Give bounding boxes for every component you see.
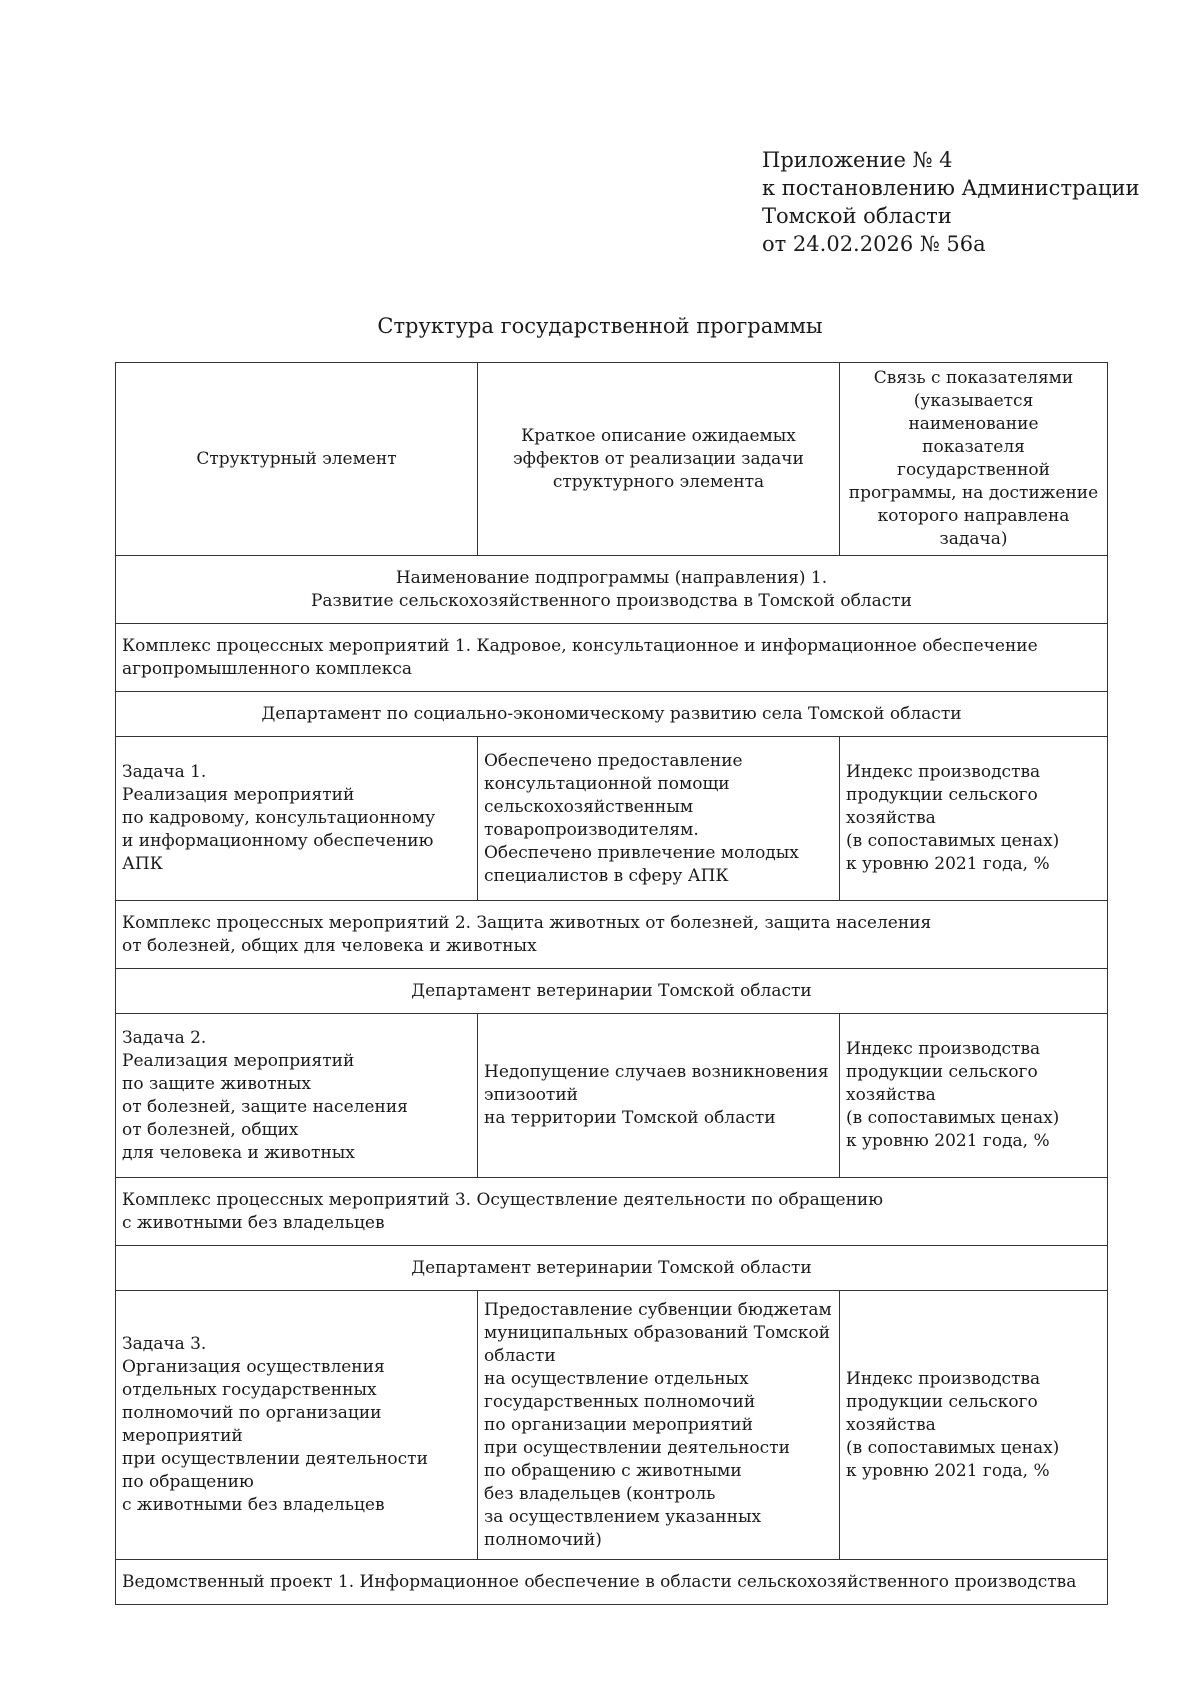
header-indicator-link: Связь с показателями (указывается наименование показателя государственной программы, на достижение которого направлена задача) <box>840 363 1108 556</box>
header-expected-effects: Краткое описание ожидаемых эффектов от реализации задачи структурного элемента <box>478 363 840 556</box>
task-2-indicator: Индекс производства продукции сельского хозяйства (в сопоставимых ценах) к уровню 2021 года, % <box>840 1014 1108 1178</box>
appendix-line: к постановлению Администрации <box>762 176 1140 200</box>
department-row <box>116 692 1108 737</box>
task-3-effect: Предоставление субвенции бюджетам муниципальных образований Томской области на осуществление отдельных государственных полномочий по организации мероприятий при осуществлении деятельности по обращению с животными без владельцев (контроль за осуществлением указанных полномочий) <box>478 1291 840 1560</box>
complex-row <box>116 901 1108 969</box>
task-1-element: Задача 1. Реализация мероприятий по кадровому, консультационному и информационному обеспечению АПК <box>116 737 478 901</box>
task-2-effect: Недопущение случаев возникновения эпизоотий на территории Томской области <box>478 1014 840 1178</box>
task-1-indicator: Индекс производства продукции сельского хозяйства (в сопоставимых ценах) к уровню 2021 года, % <box>840 737 1108 901</box>
project-1-name: Ведомственный проект 1. Информационное обеспечение в области сельскохозяйственного производства <box>116 1560 1108 1605</box>
subprogram-row <box>116 556 1108 624</box>
complex-2-name: Комплекс процессных мероприятий 2. Защита животных от болезней, защита населения от болезней, общих для человека и животных <box>116 901 1108 969</box>
table-row <box>116 737 1108 901</box>
appendix-line: Томской области <box>762 204 952 228</box>
task-1-effect: Обеспечено предоставление консультационной помощи сельскохозяйственным товаропроизводителям. Обеспечено привлечение молодых специалистов в сферу АПК <box>478 737 840 901</box>
appendix-block <box>762 146 1140 258</box>
program-structure-table <box>115 362 1108 1605</box>
department-1-name: Департамент по социально-экономическому развитию села Томской области <box>116 692 1108 737</box>
document-title: Структура государственной программы <box>377 314 823 338</box>
complex-3-name: Комплекс процессных мероприятий 3. Осуществление деятельности по обращению с животными без владельцев <box>116 1178 1108 1246</box>
subprogram-name: Наименование подпрограммы (направления) 1. Развитие сельскохозяйственного производства в Томской области <box>116 556 1108 624</box>
table-row <box>116 1291 1108 1560</box>
table-header-row <box>116 363 1108 556</box>
appendix-line: от 24.02.2026 № 56а <box>762 232 986 256</box>
complex-row <box>116 624 1108 692</box>
task-2-element: Задача 2. Реализация мероприятий по защите животных от болезней, защите населения от болезней, общих для человека и животных <box>116 1014 478 1178</box>
complex-row <box>116 1178 1108 1246</box>
department-row <box>116 1246 1108 1291</box>
department-2-name: Департамент ветеринарии Томской области <box>116 969 1108 1014</box>
project-row <box>116 1560 1108 1605</box>
department-3-name: Департамент ветеринарии Томской области <box>116 1246 1108 1291</box>
complex-1-name: Комплекс процессных мероприятий 1. Кадровое, консультационное и информационное обеспечение агропромышленного комплекса <box>116 624 1108 692</box>
table-row <box>116 1014 1108 1178</box>
task-3-element: Задача 3. Организация осуществления отдельных государственных полномочий по организации мероприятий при осуществлении деятельности по обращению с животными без владельцев <box>116 1291 478 1560</box>
header-structural-element: Структурный элемент <box>116 363 478 556</box>
department-row <box>116 969 1108 1014</box>
task-3-indicator: Индекс производства продукции сельского хозяйства (в сопоставимых ценах) к уровню 2021 года, % <box>840 1291 1108 1560</box>
appendix-line: Приложение № 4 <box>762 148 953 172</box>
